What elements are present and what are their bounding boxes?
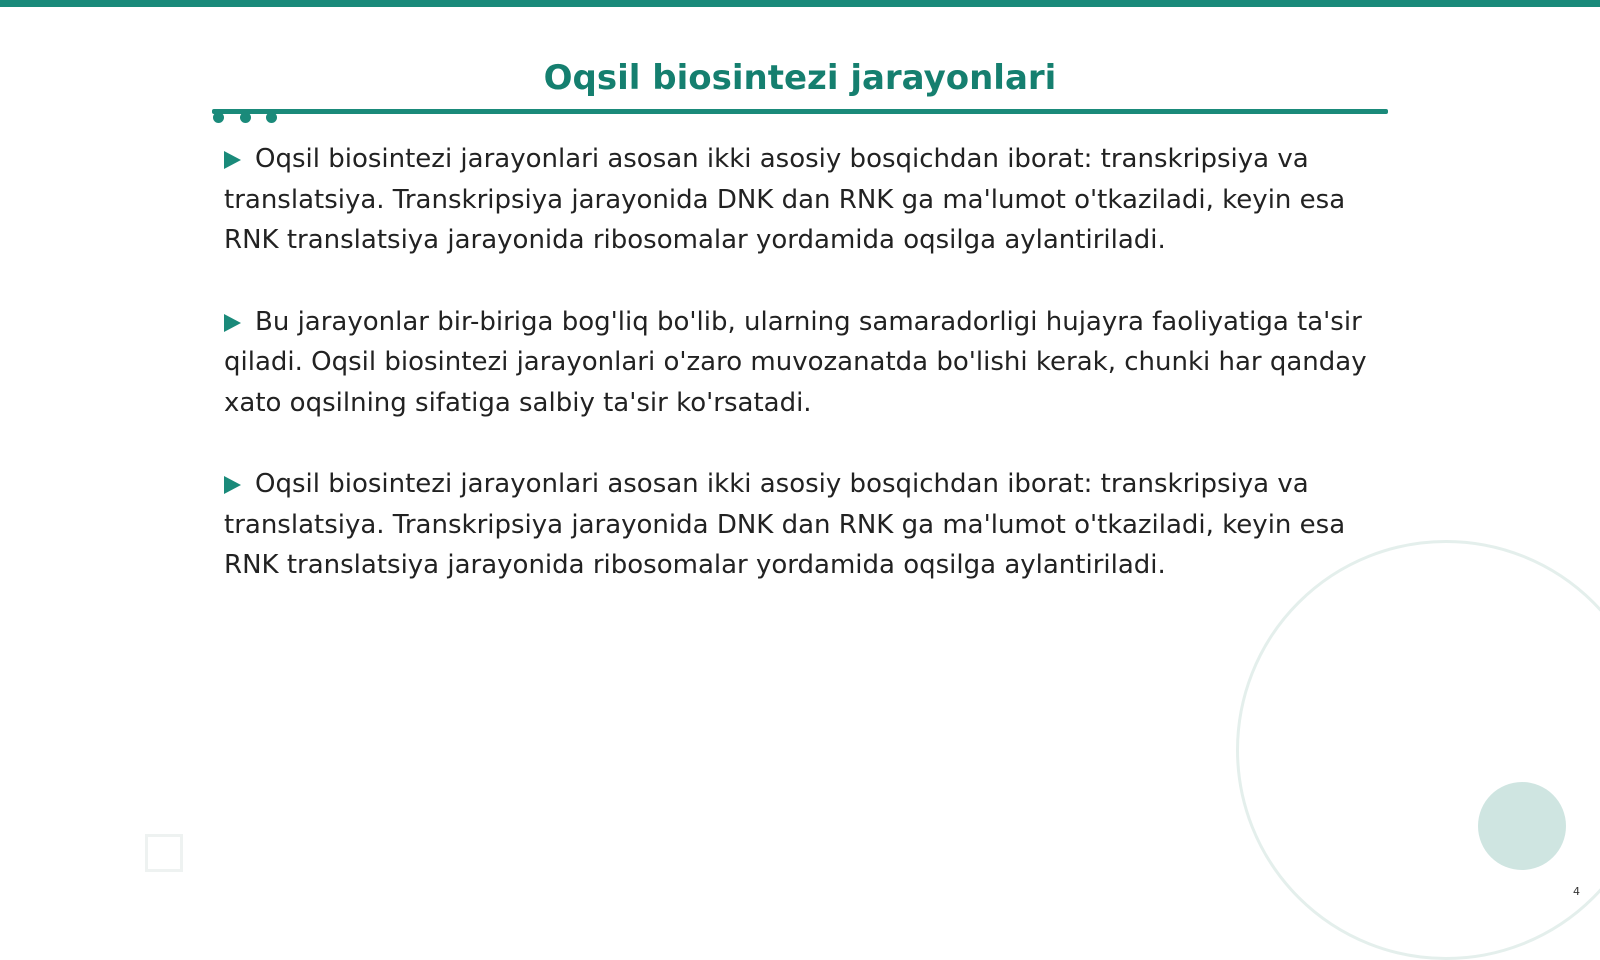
triangle-bullet-icon	[224, 314, 241, 332]
slide-body	[224, 139, 1384, 627]
decorative-dot	[240, 112, 251, 123]
bullet-text: Oqsil biosintezi jarayonlari asosan ikki asosiy bosqichdan iborat: transkripsiya va translatsiya. Transkripsiya jarayonida DNK dan RNK ga ma'lumot o'tkaziladi, keyin esa RNK translatsiya jarayonida ribosomalar yordamida oqsilga aylantiriladi.	[224, 469, 1346, 580]
bullet-paragraph	[224, 302, 1384, 424]
title-underline	[212, 109, 1388, 114]
decorative-dot	[266, 112, 277, 123]
slide-title: Oqsil biosintezi jarayonlari	[543, 58, 1057, 98]
bullet-text: Oqsil biosintezi jarayonlari asosan ikki asosiy bosqichdan iborat: transkripsiya va translatsiya. Transkripsiya jarayonida DNK dan RNK ga ma'lumot o'tkaziladi, keyin esa RNK translatsiya jarayonida ribosomalar yordamida oqsilga aylantiriladi.	[224, 144, 1346, 255]
decorative-circle	[1478, 782, 1566, 870]
bullet-paragraph	[224, 139, 1384, 261]
bullet-paragraph	[224, 464, 1384, 586]
top-accent-bar	[0, 0, 1600, 7]
page-number: 4	[1573, 885, 1580, 898]
bullet-text: Bu jarayonlar bir-biriga bog'liq bo'lib, ularning samaradorligi hujayra faoliyatiga ta'sir qiladi. Oqsil biosintezi jarayonlari o'zaro muvozanatda bo'lishi kerak, chunki har qanday xato oqsilning sifatiga salbiy ta'sir ko'rsatadi.	[224, 306, 1367, 418]
triangle-bullet-icon	[224, 151, 241, 169]
decorative-dot	[213, 112, 224, 123]
decorative-square	[145, 834, 183, 872]
triangle-bullet-icon	[224, 476, 241, 494]
